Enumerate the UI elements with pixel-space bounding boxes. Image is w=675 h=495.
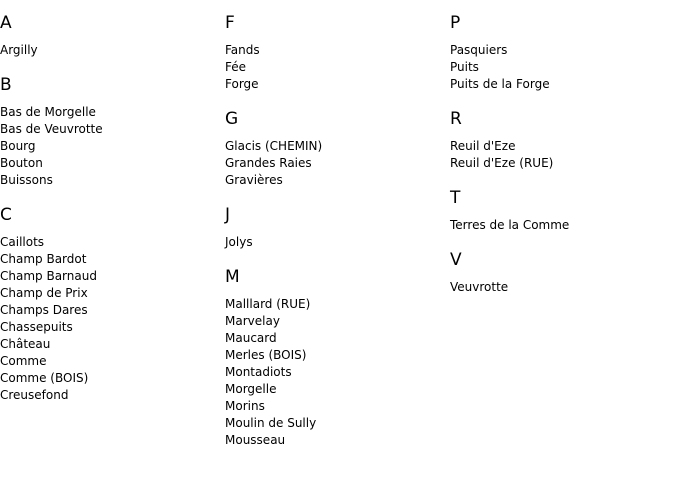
letter-heading: V — [450, 250, 462, 270]
place-link[interactable]: Argilly — [0, 43, 38, 57]
place-list — [225, 42, 445, 93]
letter-group — [0, 204, 220, 404]
place-list — [225, 296, 445, 449]
letter-heading: F — [225, 13, 235, 33]
letter-heading: A — [0, 13, 12, 33]
letter-heading: B — [0, 75, 12, 95]
place-link[interactable]: Puits de la Forge — [450, 77, 550, 91]
place-link[interactable]: Château — [0, 337, 51, 351]
place-link[interactable]: Mousseau — [225, 433, 286, 447]
place-list — [450, 138, 670, 172]
letter-group — [450, 249, 670, 296]
letter-heading: C — [0, 205, 12, 225]
letter-heading: P — [450, 13, 461, 33]
place-link[interactable]: Forge — [225, 77, 259, 91]
place-link[interactable]: Reuil d'Eze (RUE) — [450, 156, 554, 170]
index-column-3 — [450, 12, 670, 311]
place-link[interactable]: Reuil d'Eze — [450, 139, 516, 153]
place-list — [0, 42, 220, 59]
place-link[interactable]: Creusefond — [0, 388, 69, 402]
letter-group — [225, 108, 445, 189]
letter-heading: J — [225, 205, 231, 225]
letter-heading: T — [450, 188, 461, 208]
place-link[interactable]: Jolys — [225, 235, 253, 249]
place-list — [225, 234, 445, 251]
place-link[interactable]: Puits — [450, 60, 479, 74]
place-link[interactable]: Maucard — [225, 331, 277, 345]
place-link[interactable]: Glacis (CHEMIN) — [225, 139, 323, 153]
place-link[interactable]: Fée — [225, 60, 247, 74]
place-list — [450, 279, 670, 296]
place-list — [225, 138, 445, 189]
place-link[interactable]: Morins — [225, 399, 265, 413]
place-link[interactable]: Bouton — [0, 156, 43, 170]
place-link[interactable]: Veuvrotte — [450, 280, 509, 294]
place-link[interactable]: Merles (BOIS) — [225, 348, 307, 362]
place-link[interactable]: Champ Bardot — [0, 252, 87, 266]
place-link[interactable]: Champ Barnaud — [0, 269, 97, 283]
place-link[interactable]: Buissons — [0, 173, 53, 187]
place-link[interactable]: Caillots — [0, 235, 45, 249]
place-link[interactable]: Bas de Morgelle — [0, 105, 96, 119]
place-link[interactable]: Comme — [0, 354, 47, 368]
letter-group — [450, 187, 670, 234]
place-link[interactable]: Champs Dares — [0, 303, 88, 317]
letter-group — [225, 266, 445, 449]
letter-group — [450, 108, 670, 172]
place-link[interactable]: Bourg — [0, 139, 36, 153]
letter-heading: M — [225, 267, 240, 287]
letter-group — [450, 12, 670, 93]
place-link[interactable]: Grandes Raies — [225, 156, 312, 170]
place-link[interactable]: Chassepuits — [0, 320, 73, 334]
place-link[interactable]: Gravières — [225, 173, 283, 187]
place-list — [0, 104, 220, 189]
letter-group — [0, 12, 220, 59]
letter-group — [0, 74, 220, 189]
place-link[interactable]: Fands — [225, 43, 260, 57]
place-list — [0, 234, 220, 404]
letter-group — [225, 204, 445, 251]
letter-group — [225, 12, 445, 93]
letter-heading: G — [225, 109, 239, 129]
place-link[interactable]: Moulin de Sully — [225, 416, 317, 430]
place-link[interactable]: Morgelle — [225, 382, 277, 396]
index-column-1 — [0, 12, 220, 419]
place-list — [450, 42, 670, 93]
place-link[interactable]: Champ de Prix — [0, 286, 88, 300]
place-link[interactable]: Bas de Veuvrotte — [0, 122, 103, 136]
place-link[interactable]: Malllard (RUE) — [225, 297, 311, 311]
place-link[interactable]: Terres de la Comme — [450, 218, 570, 232]
place-link[interactable]: Marvelay — [225, 314, 280, 328]
place-link[interactable]: Comme (BOIS) — [0, 371, 89, 385]
place-link[interactable]: Pasquiers — [450, 43, 508, 57]
index-column-2 — [225, 12, 445, 464]
place-link[interactable]: Montadiots — [225, 365, 292, 379]
letter-heading: R — [450, 109, 462, 129]
place-list — [450, 217, 670, 234]
